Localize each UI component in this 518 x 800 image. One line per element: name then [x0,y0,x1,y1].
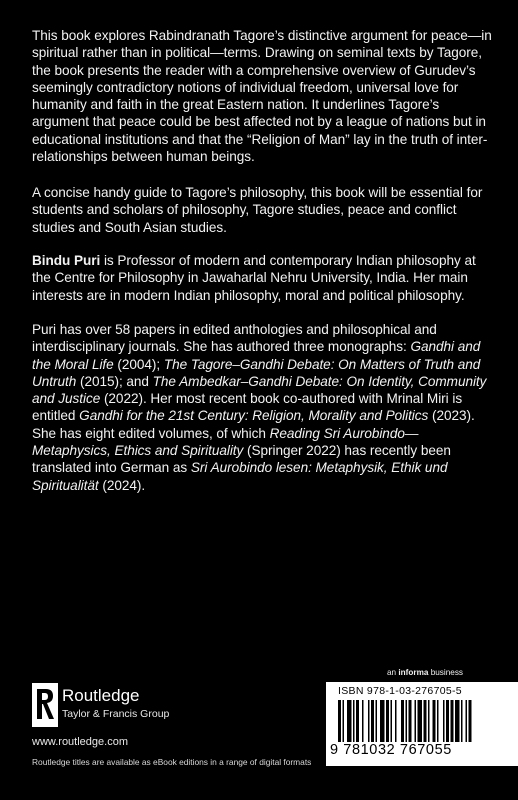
barcode-bar [437,700,439,742]
barcode-bar [353,700,355,742]
barcode-bar [451,700,454,742]
informa-suffix: business [428,668,464,677]
author-name: Bindu Puri [32,253,101,268]
barcode-bar [433,700,436,742]
works-text: (Springer 2022) has recently been translated into German as [32,443,451,476]
book-title: The Tagore–Gandhi Debate: On Matters of Truth and Untruth [32,356,481,389]
barcode-bar [455,700,460,742]
barcode-bar [406,700,408,742]
works-text: (2015); and [76,373,153,389]
barcode-bar [380,700,385,742]
barcode-bar [362,700,364,742]
book-title: Sri Aurobindo lesen: Metaphysik, Ethik und Spiritualität [32,460,448,493]
barcode-bar [338,700,341,742]
works-text: Puri has over 58 papers in edited anthologies and philosophical and interdisciplinary journals. She has authored three monographs: [32,322,437,355]
book-title: Gandhi for the 21st Century: Religion, Morality and Politics [79,408,429,424]
ebook-note: Routledge titles are available as eBook editions in a range of digital formats [32,757,312,767]
isbn-barcode [326,682,518,766]
book-description: This book explores Rabindranath Tagore’s distinctive argument for peace—in spiritual rather than in political—terms. Drawing on seminal texts by Tagore, the book presents the reader with a comprehensive overview of Gurudev’s seemingly contradictory notions of individual freedom, universal love for humanity and faith in the great Eastern nation. It underlines Tagore’s argument that peace could be best affected not by a league of nations but in educational institutions and that the “Religion of Man” lay in the truth of inter-relationships between human beings. [32,28,492,165]
publisher-url: www.routledge.com [32,736,128,748]
publisher-name: Routledge [62,686,140,705]
barcode-bar [401,700,404,742]
barcode-bar [428,700,430,742]
barcode-bar [418,700,423,742]
works-text: (2023). She has eight edited volumes, of which [32,408,475,441]
isbn-label: ISBN 978-1-03-276705-5 [338,685,462,697]
book-title: The Ambedkar–Gandhi Debate: On Identity, Community and Justice [32,373,487,407]
informa-prefix: an [387,668,399,677]
barcode-bar [443,700,445,742]
barcode-bar [356,700,359,742]
routledge-r-logo-icon [32,683,58,727]
barcode-bar [376,700,378,742]
barcode-bar [343,700,345,742]
barcode-bar [415,700,417,742]
barcode-bar [395,700,397,742]
book-title: Gandhi and the Moral Life [32,339,481,372]
works-text: (2022). Her most recent book co-authored with Mrinal Miri is entitled [32,391,463,424]
informa-business-label [387,668,463,677]
barcode-bar [446,700,449,742]
barcode-bar [461,700,463,742]
barcode-digits: 9 781032 767055 [330,742,452,758]
works-text: (2024). [98,477,146,493]
barcode-bar [386,700,389,742]
book-title: Reading Sri Aurobindo—Metaphysics, Ethics and Spirituality [32,425,419,459]
works-text: (2004); [113,356,164,372]
barcode-bar [347,700,352,742]
barcode-bar [409,700,412,742]
publisher-group: Taylor & Francis Group [62,708,170,720]
barcode-bars [338,700,508,742]
audience-description: A concise handy guide to Tagore’s philosophy, this book will be essential for students and scholars of philosophy, Tagore studies, peace and conflict studies and South Asian studies. [32,185,483,235]
barcode-bar [371,700,374,742]
author-bio [32,252,494,304]
barcode-bar [466,700,468,742]
author-works [32,321,494,494]
author-bio-text: is Professor of modern and contemporary Indian philosophy at the Centre for Philosophy in Jawaharlal Nehru University, India. Her main interests are in modern Indian philosophy, moral and political philosophy. [32,253,476,303]
informa-brand: informa [398,668,429,677]
barcode-bar [368,700,370,742]
barcode-bar [469,700,472,742]
barcode-bar [391,700,393,742]
barcode-bar [424,700,427,742]
